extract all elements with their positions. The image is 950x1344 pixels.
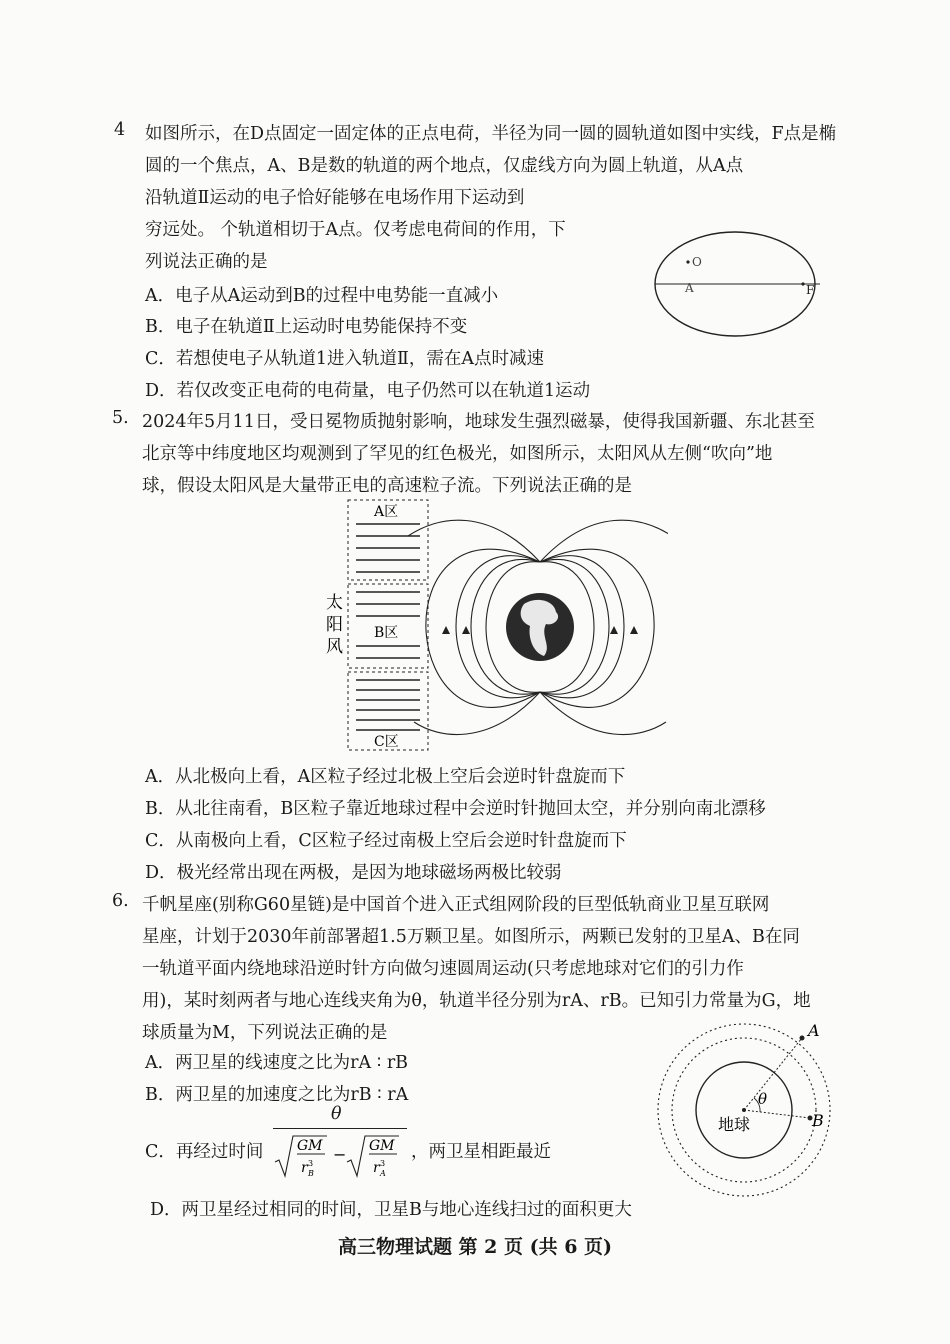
- option-a: A．电子从A运动到B的过程中电势能一直减小: [145, 286, 499, 306]
- question-text-line: 一轨道平面内绕地球沿逆时针方向做匀速圆周运动(只考虑地球对它们的引力作: [142, 959, 744, 979]
- question-text-line: 2024年5月11日，受日冕物质抛射影响，地球发生强烈磁暴，使得我国新疆、东北甚至: [142, 412, 815, 432]
- question-text-line: 球质量为M，下列说法正确的是: [142, 1023, 388, 1043]
- question-text-line: 列说法正确的是: [145, 252, 268, 272]
- option-d: D．若仅改变正电荷的电荷量，电子仍然可以在轨道1运动: [145, 381, 591, 401]
- r-exponent: 3: [308, 1159, 314, 1168]
- option-b: B．从北往南看，B区粒子靠近地球过程中会逆时针抛回太空，并分别向南北漂移: [145, 799, 766, 819]
- option-c: C．若想使电子从轨道1进入轨道Ⅱ，需在A点时减速: [145, 349, 545, 369]
- sqrt-expression: [273, 1132, 413, 1182]
- r-subscript: A: [380, 1169, 386, 1178]
- question-number: 6.: [112, 891, 129, 911]
- satellite-a-label: A: [808, 1021, 820, 1040]
- wind-label-char: 阳: [326, 615, 343, 635]
- earth-label: 地球: [718, 1115, 751, 1134]
- svg-text:−: −: [333, 1145, 347, 1164]
- satellite-orbit-figure: [654, 1020, 834, 1200]
- question-text-line: 如图所示，在D点固定一固定体的正点电荷，半径为同一圆的圆轨道如图中实线，F点是椭: [145, 124, 837, 144]
- option-c-numerator: θ: [331, 1104, 342, 1124]
- option-a: A．从北极向上看，A区粒子经过北极上空后会逆时针盘旋而下: [145, 767, 626, 787]
- question-number: 5.: [112, 408, 129, 428]
- option-d: D．两卫星经过相同的时间，卫星B与地心连线扫过的面积更大: [150, 1200, 632, 1220]
- option-a: A．两卫星的线速度之比为rA ∶ rB: [145, 1053, 409, 1073]
- question-text-line: 千帆星座(别称G60星链)是中国首个进入正式组网阶段的巨型低轨商业卫星互联网: [142, 895, 770, 915]
- ellipse-orbit-figure: [640, 222, 830, 342]
- question-text-line: 星座，计划于2030年前部署超1.5万颗卫星。如图所示，两颗已发射的卫星A、B在同: [142, 927, 800, 947]
- option-b: B．两卫星的加速度之比为rB ∶ rA: [145, 1085, 409, 1105]
- figure-label-f: F: [806, 283, 815, 297]
- page-footer: 高三物理试题 第 2 页 (共 6 页): [337, 1236, 613, 1258]
- option-c-suffix: ，两卫星相距最近: [411, 1142, 551, 1162]
- question-text-line: 用)，某时刻两者与地心连线夹角为θ，轨道半径分别为rA、rB。已知引力常量为G，地: [142, 991, 811, 1011]
- question-text-line: 沿轨道Ⅱ运动的电子恰好能够在电场作用下运动到: [145, 188, 525, 208]
- option-d: D．极光经常出现在两极，是因为地球磁场两极比较弱: [145, 863, 562, 883]
- satellite-a: [800, 1036, 805, 1041]
- r-denominator: r: [301, 1160, 308, 1176]
- r-denominator: r: [373, 1160, 380, 1176]
- gm-numerator: GM: [369, 1138, 395, 1154]
- wind-label-char: 太: [326, 593, 343, 613]
- figure-label-o: O: [692, 255, 702, 269]
- gm-numerator: GM: [297, 1138, 323, 1154]
- option-c-prefix: C．再经过时间: [145, 1142, 264, 1162]
- r-subscript: B: [308, 1169, 314, 1178]
- question-number: 4: [114, 120, 126, 140]
- question-text-line: 北京等中纬度地区均观测到了罕见的红色极光，如图所示，太阳风从左侧“吹向”地: [142, 444, 773, 464]
- zone-b-label: B区: [374, 625, 399, 641]
- option-c: [145, 1104, 625, 1184]
- satellite-b-label: B: [812, 1111, 824, 1130]
- question-text-line: 圆的一个焦点，A、B是数的轨道的两个地点，仅虚线方向为圆上轨道，从A点: [145, 156, 744, 176]
- zone-a-label: A区: [374, 504, 399, 520]
- question-text-line: 穷远处。 个轨道相切于A点。仅考虑电荷间的作用，下: [145, 220, 566, 240]
- option-b: B．电子在轨道Ⅱ上运动时电势能保持不变: [145, 317, 468, 337]
- question-text-line: 球，假设太阳风是大量带正电的高速粒子流。下列说法正确的是: [142, 476, 632, 496]
- fraction-bar: [273, 1128, 407, 1129]
- zone-c-label: C区: [374, 734, 399, 750]
- theta-label: θ: [758, 1090, 768, 1108]
- wind-label-char: 风: [326, 637, 343, 657]
- figure-label-a: A: [685, 281, 694, 295]
- solar-wind-figure: [318, 496, 668, 756]
- option-c: C．从南极向上看，C区粒子经过南极上空后会逆时针盘旋而下: [145, 831, 627, 851]
- r-exponent: 3: [380, 1159, 386, 1168]
